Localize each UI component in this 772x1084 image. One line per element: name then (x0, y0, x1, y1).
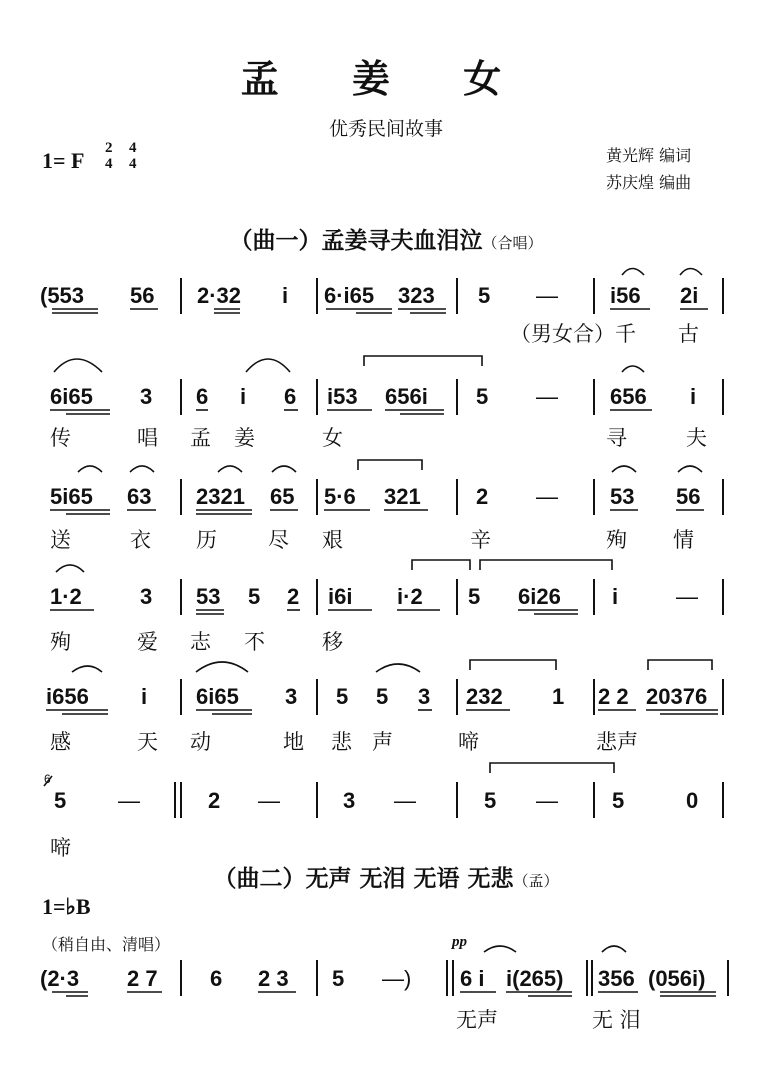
bar-line (180, 479, 182, 515)
note-group: 1 (552, 684, 565, 709)
tempo-note: （稍自由、清唱） (42, 935, 171, 954)
note-group: 232 (466, 684, 503, 709)
note-group: i6i (328, 584, 353, 609)
note-group: 6·i65 (324, 283, 375, 308)
lyric: 传 (50, 426, 71, 450)
bar-line (316, 479, 318, 515)
dash: — (676, 584, 698, 609)
bar-line (316, 782, 318, 818)
note-group: 6 i (460, 966, 485, 991)
lyric: 声 (372, 730, 393, 754)
bar-line (722, 782, 724, 818)
note-group: 65 (270, 484, 295, 509)
note-group: i (240, 384, 247, 409)
grace-note: 6 (44, 772, 51, 786)
note-group: 63 (127, 484, 152, 509)
key-signature: 1= F (42, 148, 85, 173)
section-2-heading (0, 860, 772, 893)
note-group: 0 (686, 788, 699, 813)
dash: —) (382, 966, 412, 991)
bar-line (180, 960, 182, 996)
note-group: i (612, 584, 619, 609)
section-1-note: （合唱） (482, 234, 543, 252)
bar-line (456, 782, 458, 818)
bar-line (593, 479, 595, 515)
bar-line (316, 278, 318, 314)
note-group: 5 (478, 283, 491, 308)
lyric: 移 (322, 630, 343, 654)
bar-line (722, 579, 724, 615)
section-1-title: （曲一）孟姜寻夫血泪泣 (229, 227, 483, 254)
lyric: 唱 (137, 426, 158, 450)
lyric: 艰 (322, 528, 343, 552)
bar-line (722, 679, 724, 715)
lyric: 无声 (456, 1008, 498, 1032)
lyric: （男女合）千 (510, 322, 636, 346)
note-group: 3 (140, 384, 153, 409)
note-group: 53 (196, 584, 221, 609)
bar-line (456, 479, 458, 515)
note-group: 5 (332, 966, 345, 991)
song-subtitle: 优秀民间故事 (328, 118, 443, 140)
note-group: i53 (327, 384, 358, 409)
lyric: 天 (137, 730, 158, 754)
lyric: 悲 (331, 730, 352, 754)
lyric: 尽 (268, 528, 289, 552)
note-group: i (282, 283, 289, 308)
note-group: 5 (468, 584, 481, 609)
double-bar-line (452, 960, 454, 996)
note-group: 356 (598, 966, 635, 991)
double-bar-line (586, 960, 588, 996)
note-group: 321 (384, 484, 421, 509)
note-group: 5 (248, 584, 261, 609)
bar-line (316, 579, 318, 615)
note-group: i(265) (506, 966, 564, 991)
note-group: 56 (130, 283, 155, 308)
note-group: 5 (336, 684, 349, 709)
bar-line (456, 379, 458, 415)
bar-line (316, 379, 318, 415)
note-group: 2 (476, 484, 489, 509)
note-group: 5 (612, 788, 625, 813)
lyric: 动 (190, 730, 211, 754)
note-group: 2 (208, 788, 221, 813)
lyric: 感 (50, 730, 71, 754)
dash: — (536, 484, 558, 509)
lyric: 啼 (458, 730, 479, 754)
note-group: i·2 (397, 584, 423, 609)
bar-line (180, 679, 182, 715)
bar-line (727, 960, 729, 996)
note-group: 2i (680, 283, 699, 308)
lyricist-credit: 黄光辉 编词 (606, 146, 692, 165)
lyric: 啼 (50, 836, 71, 860)
time-signature-1: 2 4 (105, 140, 113, 172)
note-group: 656 (610, 384, 647, 409)
note-group: 2 7 (127, 966, 158, 991)
note-group: 6 (196, 384, 209, 409)
bar-line (722, 278, 724, 314)
double-bar-line (174, 782, 176, 818)
bar-line (456, 679, 458, 715)
lyric: 爱 (137, 630, 158, 654)
section-2-note: （孟） (513, 872, 559, 890)
bar-line (593, 782, 595, 818)
note-group: 323 (398, 283, 435, 308)
key-signature-2: 1=♭B (42, 894, 91, 919)
bar-line (316, 679, 318, 715)
lyric: 志 (190, 630, 211, 654)
note-group: 1·2 (50, 584, 82, 609)
lyric: 悲声 (596, 730, 638, 754)
note-group: 2 2 (598, 684, 629, 709)
dash: — (536, 283, 558, 308)
note-group: i656 (46, 684, 89, 709)
note-group: i (690, 384, 697, 409)
bar-line (722, 379, 724, 415)
note-group: 3 (285, 684, 298, 709)
double-bar-line (591, 960, 593, 996)
note-group: 6 (210, 966, 223, 991)
bar-line (593, 679, 595, 715)
lyric: 古 (678, 322, 699, 346)
bar-line (593, 379, 595, 415)
lyric: 送 (50, 528, 71, 552)
lyric: 寻 (606, 426, 627, 450)
lyric: 女 (322, 426, 343, 450)
lyric: 无 泪 (592, 1008, 641, 1032)
note-group: 6i65 (196, 684, 239, 709)
note-group: 2 3 (258, 966, 289, 991)
note-group: 5 (376, 684, 389, 709)
dash: — (536, 788, 558, 813)
note-group: 6 (284, 384, 297, 409)
bar-line (456, 278, 458, 314)
note-group: (056i) (648, 966, 706, 991)
dash: — (258, 788, 280, 813)
lyric: 辛 (470, 528, 491, 552)
bar-line (722, 479, 724, 515)
note-group: 6i26 (518, 584, 561, 609)
song-title: 孟 姜 女 (240, 56, 532, 101)
note-group: 5 (54, 788, 67, 813)
time-signature-2: 4 4 (129, 140, 137, 172)
note-group: 3 (343, 788, 356, 813)
composer-credit: 苏庆煌 编曲 (606, 173, 692, 192)
bar-line (316, 960, 318, 996)
lyric: 历 (196, 528, 217, 552)
lyric: 情 (673, 528, 694, 552)
dash: — (394, 788, 416, 813)
note-group: 6i65 (50, 384, 93, 409)
bar-line (593, 278, 595, 314)
note-group: 5 (476, 384, 489, 409)
bar-line (180, 579, 182, 615)
note-group: 5i65 (50, 484, 93, 509)
note-group: 20376 (646, 684, 708, 709)
dash: — (118, 788, 140, 813)
section-2-title: （曲二）无声 无泪 无语 无悲 (213, 865, 514, 892)
dynamic-marking: pp (452, 934, 467, 950)
note-group: i56 (610, 283, 641, 308)
note-group: 2321 (196, 484, 245, 509)
bar-line (180, 278, 182, 314)
note-group: 656i (385, 384, 428, 409)
double-bar-line (446, 960, 448, 996)
note-group: 53 (610, 484, 635, 509)
lyric: 地 (283, 730, 304, 754)
lyric: 姜 (234, 426, 255, 450)
lyric: 孟 (190, 426, 211, 450)
lyric: 不 (244, 630, 265, 654)
note-group: 3 (140, 584, 153, 609)
note-group: 5 (484, 788, 497, 813)
bar-line (180, 379, 182, 415)
note-group: (2·3 (40, 966, 80, 991)
note-group: 2 (287, 584, 300, 609)
note-group: i (141, 684, 148, 709)
lyric: 衣 (130, 528, 151, 552)
double-bar-line (180, 782, 182, 818)
note-group: 3 (418, 684, 431, 709)
note-group: (553 (40, 283, 85, 308)
lyric: 殉 (606, 528, 627, 552)
bar-line (456, 579, 458, 615)
lyric: 夫 (686, 426, 707, 450)
dash: — (536, 384, 558, 409)
note-group: 5·6 (324, 484, 356, 509)
section-1-heading (0, 222, 772, 255)
note-group: 56 (676, 484, 701, 509)
lyric: 殉 (50, 630, 71, 654)
note-group: 2·32 (197, 283, 242, 308)
bar-line (593, 579, 595, 615)
